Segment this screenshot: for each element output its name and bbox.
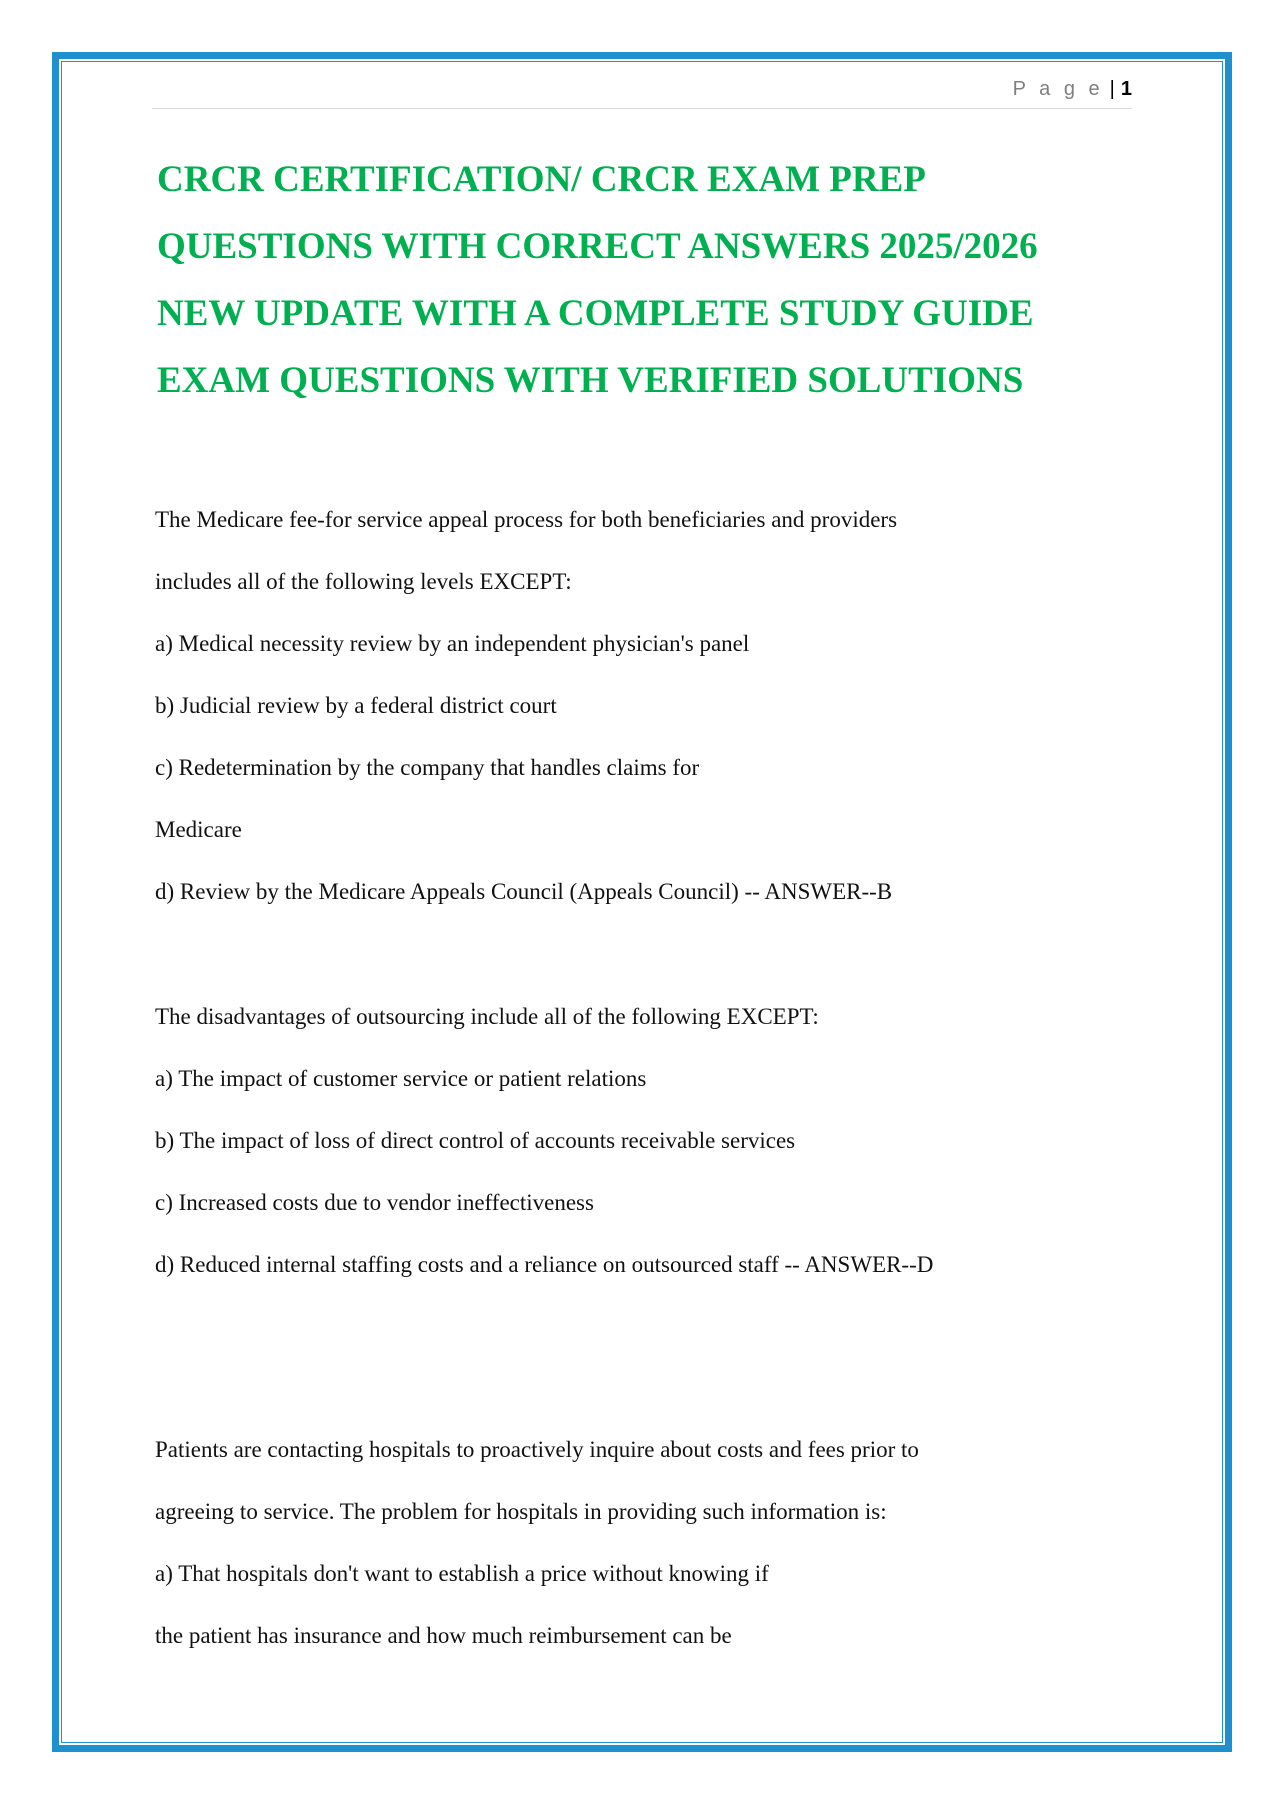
title-line: CRCR CERTIFICATION/ CRCR EXAM PREP bbox=[157, 159, 926, 200]
question-3-stem-line: Patients are contacting hospitals to proactively inquire about costs and fees prior to bbox=[155, 1437, 919, 1462]
question-2-option-d-answer: d) Reduced internal staffing costs and a reliance on outsourced staff -- ANSWER--D bbox=[155, 1252, 934, 1277]
question-2-option-b: b) The impact of loss of direct control of accounts receivable services bbox=[155, 1128, 796, 1153]
document-title bbox=[157, 146, 1117, 414]
question-1 bbox=[155, 489, 1115, 923]
question-2-option-c: c) Increased costs due to vendor ineffectiveness bbox=[155, 1190, 594, 1215]
question-3 bbox=[155, 1419, 1115, 1667]
question-2-option-a: a) The impact of customer service or patient relations bbox=[155, 1066, 647, 1091]
title-line: EXAM QUESTIONS WITH VERIFIED SOLUTIONS bbox=[157, 360, 1024, 401]
page-number: 1 bbox=[1120, 78, 1132, 100]
page-header bbox=[152, 78, 1132, 109]
question-1-option-c: c) Redetermination by the company that handles claims for bbox=[155, 755, 700, 780]
question-1-stem-line: includes all of the following levels EXCEPT: bbox=[155, 569, 572, 594]
question-2 bbox=[155, 986, 1115, 1296]
title-line: QUESTIONS WITH CORRECT ANSWERS 2025/2026 bbox=[157, 226, 1038, 267]
question-3-option-a-cont: the patient has insurance and how much reimbursement can be bbox=[155, 1623, 732, 1648]
page-separator: | bbox=[1109, 78, 1115, 100]
title-line: NEW UPDATE WITH A COMPLETE STUDY GUIDE bbox=[157, 293, 1034, 334]
question-3-option-a: a) That hospitals don't want to establish a price without knowing if bbox=[155, 1561, 769, 1586]
question-3-stem-line: agreeing to service. The problem for hospitals in providing such information is: bbox=[155, 1499, 887, 1524]
question-1-option-b: b) Judicial review by a federal district court bbox=[155, 693, 557, 718]
question-1-option-c-cont: Medicare bbox=[155, 817, 242, 842]
question-1-option-d-answer: d) Review by the Medicare Appeals Council (Appeals Council) -- ANSWER--B bbox=[155, 879, 893, 904]
question-1-stem-line: The Medicare fee-for service appeal process for both beneficiaries and providers bbox=[155, 507, 898, 532]
question-1-option-a: a) Medical necessity review by an independent physician's panel bbox=[155, 631, 750, 656]
question-2-stem-line: The disadvantages of outsourcing include all of the following EXCEPT: bbox=[155, 1004, 819, 1029]
page-label: P a g e bbox=[1012, 78, 1104, 100]
